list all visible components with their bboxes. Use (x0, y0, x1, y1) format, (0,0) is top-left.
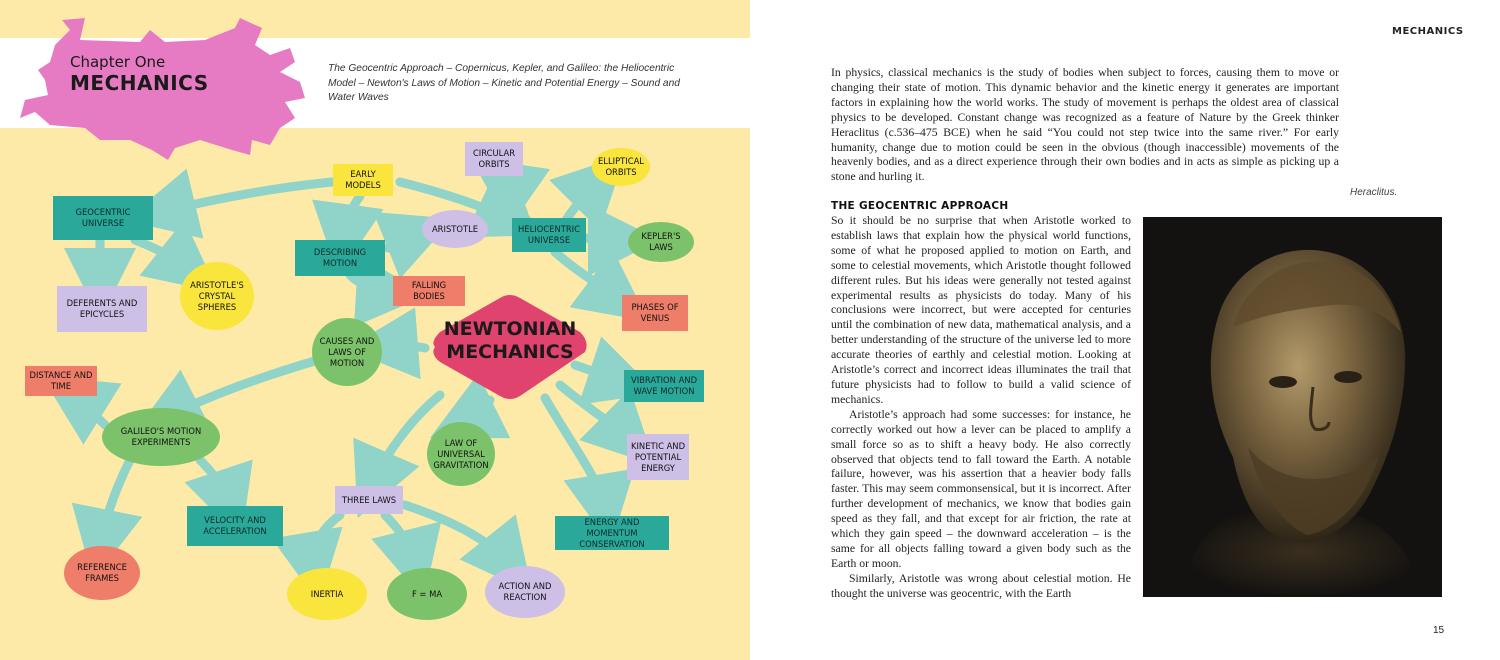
section-body (831, 214, 1131, 602)
node-law-gravitation: LAW OF UNIVERSAL GRAVITATION (427, 422, 495, 486)
arrow-describing-to-aristotle (388, 232, 420, 248)
node-action-reaction: ACTION AND REACTION (485, 566, 565, 618)
node-energy-momentum: ENERGY AND MOMENTUM CONSERVATION (555, 516, 669, 550)
node-deferents-epicycles: DEFERENTS AND EPICYCLES (57, 286, 147, 332)
paragraph-3: Similarly, Aristotle was wrong about celestial motion. He thought the universe was geocentric, with the Earth (831, 571, 1131, 600)
node-heliocentric-universe: HELIOCENTRIC UNIVERSE (512, 218, 586, 252)
node-three-laws: THREE LAWS (335, 486, 403, 514)
arrow-hub-to-gravitation (462, 400, 490, 422)
arrow-causes-to-galileo (165, 360, 318, 418)
arrow-early-to-geocentric (160, 182, 332, 212)
arrow-threelaws-to-inertia (312, 515, 340, 568)
intro-paragraph (831, 66, 1339, 185)
node-aristotle: ARISTOTLE (422, 210, 488, 248)
arrow-hub-to-causes (382, 345, 425, 348)
node-crystal-spheres: ARISTOTLE'S CRYSTAL SPHERES (180, 262, 254, 330)
node-reference-frames: REFERENCE FRAMES (64, 546, 140, 600)
node-vibration-wave: VIBRATION AND WAVE MOTION (624, 370, 704, 402)
photo-caption: Heraclitus. (1350, 187, 1398, 198)
node-geocentric-universe: GEOCENTRIC UNIVERSE (53, 196, 153, 240)
node-describing-motion: DESCRIBING MOTION (295, 240, 385, 276)
chapter-contents: The Geocentric Approach – Copernicus, Kepler, and Galileo: the Heliocentric Model – Newton's Laws of Motion – Kinetic and Potential Energy – Sound and Water Waves (328, 63, 680, 103)
node-early-models: EARLY MODELS (333, 164, 393, 196)
paragraph-2: Aristotle’s approach had some successes: for instance, he correctly worked out how a lever can be placed to amplify a small force so as to shift a heavy body. He also correctly observed that objects tend to fall toward the Earth. A notable failure, however, was his assertion that a heavier body falls faster. This may seem commonsensical, but it is incorrect. After further development of mechanics, we know that bodies gain speed as they fall, and that except for air friction, the rate at which they gain speed – the downward acceleration – is the same for all objects falling toward a given body such as the Earth or moon. (831, 407, 1131, 570)
arrow-helio-to-keplers (585, 238, 624, 240)
arrow-galileo-to-velocity (200, 460, 230, 505)
node-velocity-acceleration: VELOCITY AND ACCELERATION (187, 506, 283, 546)
node-galileo-experiments: GALILEO'S MOTION EXPERIMENTS (102, 408, 220, 466)
node-keplers-laws: KEPLER'S LAWS (628, 222, 694, 262)
page-number: 15 (1433, 625, 1445, 636)
arrow-galileo-to-distance (72, 395, 105, 425)
node-elliptical-orbits: ELLIPTICAL ORBITS (592, 148, 650, 186)
intro-text: In physics, classical mechanics is the study of bodies when subject to forces, causing them to move or changing their state of motion. This dynamic behavior and the kinetic energy it generates are important factors in explaining how the world works. The study of movement is perhaps the oldest area of classical physics to be developed. Constant change was recognized as a feature of Nature by the Greek thinker Heraclitus (c.536–475 BCE) when he said “You could not step twice into the same river.” For early humanity, change due to motion could be seen in the obvious (though inaccessible) movements of the heavenly bodies, and as a direct experience through their own bodies and in acts as simple as picking up a stone and hurling it. (831, 66, 1339, 184)
arrow-helio-to-elliptical (565, 180, 600, 222)
node-f-ma: F = MA (387, 568, 467, 620)
node-distance-time: DISTANCE AND TIME (25, 366, 97, 396)
arrow-early-to-describing (343, 196, 360, 240)
chapter-label: Chapter One (70, 53, 166, 71)
hub-newtonian-mechanics: NEWTONIAN MECHANICS (443, 318, 577, 363)
node-kinetic-potential: KINETIC AND POTENTIAL ENERGY (627, 434, 689, 480)
arrow-geocentric-to-spheres (135, 240, 190, 270)
arrow-threelaws-to-fma (385, 515, 415, 565)
running-head: MECHANICS (1392, 26, 1464, 37)
arrow-describing-to-falling (350, 275, 392, 293)
section-heading: THE GEOCENTRIC APPROACH (831, 200, 1009, 212)
arrow-galileo-to-frames (100, 460, 130, 545)
arrow-threelaws-to-action (405, 505, 510, 565)
node-phases-of-venus: PHASES OF VENUS (622, 295, 688, 331)
node-inertia: INERTIA (287, 568, 367, 620)
node-circular-orbits: CIRCULAR ORBITS (465, 142, 523, 176)
node-falling-bodies: FALLING BODIES (393, 276, 465, 306)
paragraph-1: So it should be no surprise that when Aristotle worked to establish laws that explain how the physical world functions, some of what he proposed applied to motion on Earth, and some to celestial movements, which Aristotle thought followed different rules. But his ideas were generally not tested against experimental results as physicists do today. Many of his conclusions were incorrect, but were accepted for centuries until the combination of new data, mathematical analysis, and a better understanding of the structure of the universe led to more accurate theories of earthly and celestial motion. Looking at Aristotle’s correct and incorrect ideas illuminates the trail that future physicists had to follow to build a valid science of mechanics. (831, 214, 1131, 406)
heraclitus-bust-photo (1143, 217, 1442, 597)
node-causes-laws-motion: CAUSES AND LAWS OF MOTION (312, 318, 382, 386)
chapter-title: MECHANICS (70, 71, 209, 95)
